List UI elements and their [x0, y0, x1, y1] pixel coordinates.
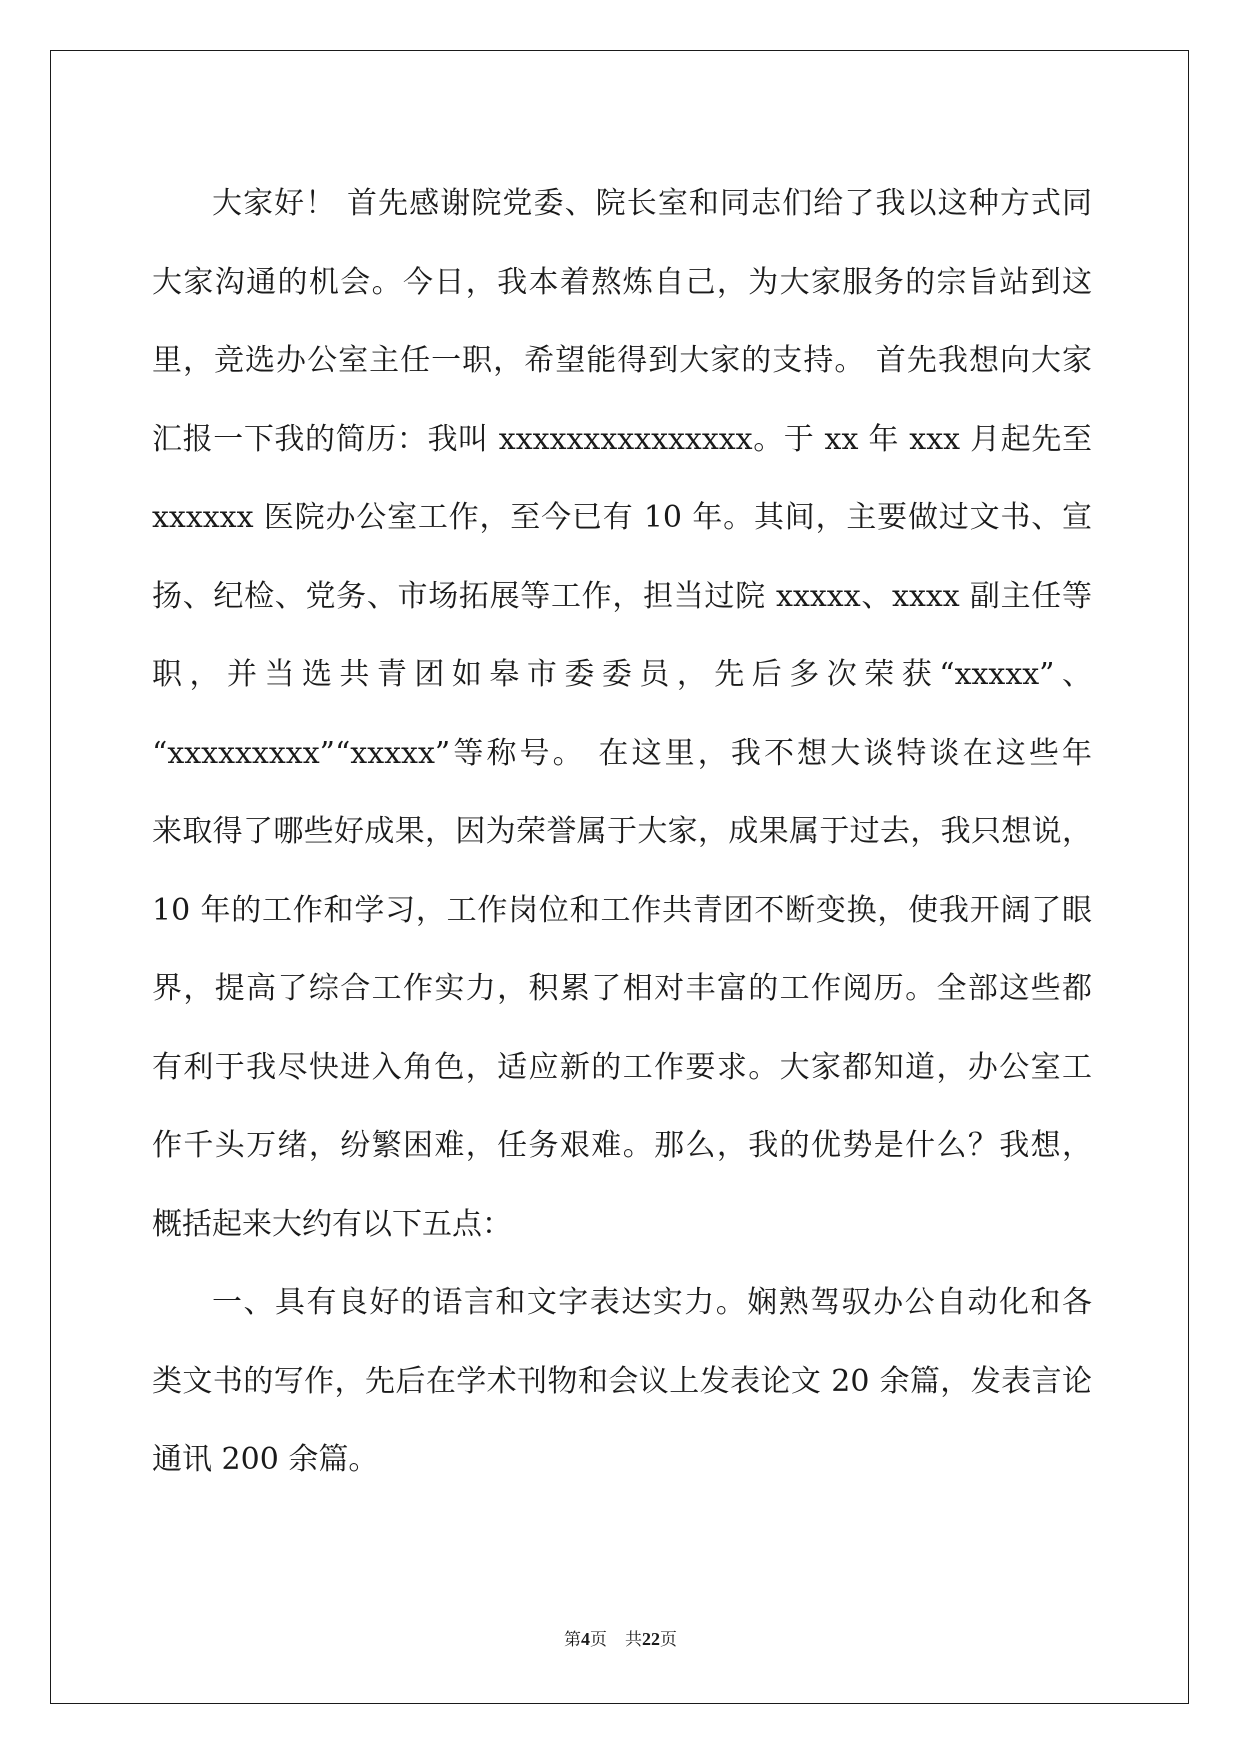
document-body: [152, 165, 1092, 1500]
paragraph-1-line-5: xxxxxx 医院办公室工作，至今已有 10 年。其间，主要做过文书、宣: [152, 500, 1092, 535]
paragraph-2-line-2: 类文书的写作，先后在学术刊物和会议上发表论文 20 余篇，发表言论: [152, 1363, 1092, 1399]
paragraph-1-line-12: 有利于我尽快进入角色，适应新的工作要求。大家都知道，办公室工: [152, 1049, 1092, 1085]
paragraph-1-line-1: 大家好！ 首先感谢院党委、院长室和同志们给了我以这种方式同: [212, 186, 1092, 221]
footer-prefix: 第: [564, 1630, 581, 1650]
footer-page-number: 4: [581, 1629, 590, 1649]
paragraph-1-line-13: 作千头万绪，纷繁困难，任务艰难。那么，我的优势是什么？我想，: [152, 1128, 1092, 1163]
page-footer: [0, 1625, 1241, 1650]
footer-total-pages: 22: [642, 1629, 660, 1649]
paragraph-1-line-14: 概括起来大约有以下五点：: [152, 1206, 512, 1242]
paragraph-1-line-7: 职，并当选共青团如皋市委委员，先后多次荣获“xxxxx”、: [152, 657, 1092, 692]
paragraph-2-line-3: 通讯 200 余篇。: [152, 1442, 379, 1477]
paragraph-1-line-11: 界，提高了综合工作实力，积累了相对丰富的工作阅历。全部这些都: [152, 971, 1092, 1006]
footer-page-unit: 页: [590, 1630, 607, 1650]
footer-total-unit: 页: [660, 1630, 677, 1650]
paragraph-1-line-10: 10 年的工作和学习，工作岗位和工作共青团不断变换，使我开阔了眼: [152, 892, 1092, 928]
paragraph-2-line-1: 一、具有良好的语言和文字表达实力。娴熟驾驭办公自动化和各: [212, 1285, 1092, 1320]
paragraph-1-line-3: 里，竞选办公室主任一职，希望能得到大家的支持。 首先我想向大家: [152, 343, 1092, 378]
paragraph-1-line-4: 汇报一下我的简历：我叫 xxxxxxxxxxxxxxx。于 xx 年 xxx 月起先至: [152, 421, 1092, 457]
paragraph-1-line-8: “xxxxxxxxx”“xxxxx”等称号。 在这里，我不想大谈特谈在这些年: [152, 735, 1092, 771]
footer-total-prefix: 共: [625, 1630, 642, 1650]
paragraph-1-line-6: 扬、纪检、党务、市场拓展等工作，担当过院 xxxxx、xxxx 副主任等: [152, 578, 1092, 614]
paragraph-1-line-9: 来取得了哪些好成果，因为荣誉属于大家，成果属于过去，我只想说，: [152, 814, 1092, 849]
paragraph-1-line-2: 大家沟通的机会。今日，我本着熬炼自己，为大家服务的宗旨站到这: [152, 264, 1092, 300]
